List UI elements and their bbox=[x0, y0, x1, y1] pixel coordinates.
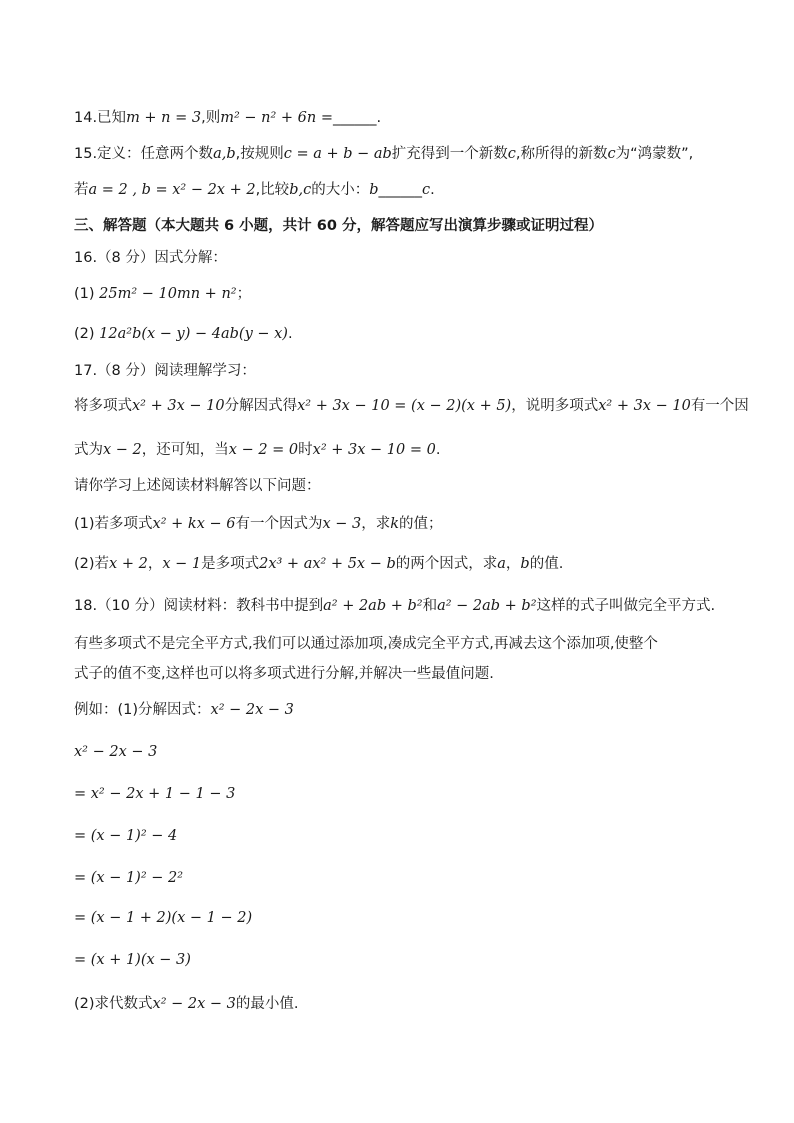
q15-text: 为“鸿蒙数”, bbox=[615, 146, 694, 162]
q18-text: (2)求代数式 bbox=[74, 996, 153, 1012]
q17-var-b: b bbox=[520, 556, 530, 572]
q17-condition: x − 2 = 0 bbox=[228, 442, 299, 458]
q17-text: (2)若 bbox=[74, 556, 110, 572]
q18-step: = (x − 1)² − 4 bbox=[74, 828, 178, 844]
q18-step: = (x + 1)(x − 3) bbox=[74, 952, 191, 968]
question-16-part-1 bbox=[74, 284, 251, 304]
q17-text: 时 bbox=[298, 442, 313, 458]
q18-text: 例如：(1)分解因式： bbox=[74, 702, 211, 718]
question-18-line-2: 有些多项式不是完全平方式,我们可以通过添加项,凑成完全平方式,再减去这个添加项,使整个 bbox=[74, 636, 658, 652]
q15-text: 扩充得到一个新数 bbox=[391, 146, 508, 162]
q17-p1-poly: x² + kx − 6 bbox=[152, 516, 236, 532]
q15-var-c: c bbox=[422, 182, 431, 198]
q14-prefix: 14.已知 bbox=[74, 110, 127, 126]
q17-var-k: k bbox=[390, 516, 400, 532]
q18-text: 这样的式子叫做完全平方式. bbox=[536, 598, 716, 614]
q17-text: 有一个因 bbox=[690, 398, 749, 414]
q17-text: ， bbox=[147, 556, 163, 572]
q18-expression-2: a² − 2ab + b² bbox=[437, 598, 537, 614]
q15-var-c: c bbox=[607, 146, 616, 162]
q18-text: 和 bbox=[422, 598, 438, 614]
q17-text: 将多项式 bbox=[74, 398, 132, 414]
q18-step: = (x − 1 + 2)(x − 1 − 2) bbox=[74, 910, 253, 926]
q18-p2-expression: x² − 2x − 3 bbox=[152, 996, 236, 1012]
q17-text: (1)若多项式 bbox=[74, 516, 153, 532]
question-17-line-2 bbox=[74, 440, 440, 460]
question-15-line-2 bbox=[74, 180, 435, 200]
q17-value: x² + 3x − 10 = 0 bbox=[312, 442, 436, 458]
q14-answer-blank: ______. bbox=[333, 110, 382, 126]
q15-text: ,称所得的新数 bbox=[515, 146, 608, 162]
q17-factor: x − 2 bbox=[103, 442, 142, 458]
q17-text: 的两个因式，求 bbox=[395, 556, 498, 572]
q17-text: 式为 bbox=[74, 442, 103, 458]
q17-poly: x² + 3x − 10 bbox=[132, 398, 225, 414]
question-17-title: 17.（8 分）阅读理解学习： bbox=[74, 363, 256, 379]
q17-factorization: x² + 3x − 10 = (x − 2)(x + 5) bbox=[297, 398, 512, 414]
q14-then: ,则 bbox=[201, 110, 221, 126]
question-18-example bbox=[74, 700, 294, 720]
q15-text: 若 bbox=[74, 182, 89, 198]
q15-text: 的大小： bbox=[311, 182, 370, 198]
q17-text: 有一个因式为 bbox=[235, 516, 323, 532]
question-18-part-2 bbox=[74, 994, 299, 1014]
q18-step: = (x − 1)² − 2² bbox=[74, 870, 184, 886]
q18-text: 的最小值. bbox=[235, 996, 299, 1012]
q15-var-b: b bbox=[369, 182, 379, 198]
q16-p1-expression: 25m² − 10mn + n² bbox=[99, 286, 237, 302]
q14-condition: m + n = 3 bbox=[126, 110, 202, 126]
q15-text: . bbox=[430, 182, 435, 198]
question-16-part-2 bbox=[74, 324, 293, 344]
section-3-heading: 三、解答题（本大题共 6 小题，共计 60 分，解答题应写出演算步骤或证明过程） bbox=[74, 218, 603, 234]
q15-rule: c = a + b − ab bbox=[283, 146, 392, 162]
q15-vars: a,b bbox=[213, 146, 236, 162]
q17-text: ，说明多项式 bbox=[511, 398, 599, 414]
q17-p2-factor-1: x + 2 bbox=[109, 556, 148, 572]
q15-text: 15.定义：任意两个数 bbox=[74, 146, 214, 162]
q15-given: a = 2 , b = x² − 2x + 2 bbox=[88, 182, 256, 198]
q17-text: ，求 bbox=[361, 516, 391, 532]
exam-page bbox=[74, 0, 749, 1123]
question-17-part-1 bbox=[74, 514, 443, 534]
punctuation: . bbox=[435, 442, 441, 458]
q17-p2-poly: 2x³ + ax² + 5x − b bbox=[259, 556, 396, 572]
q15-text: ,比较 bbox=[255, 182, 290, 198]
question-17-part-2 bbox=[74, 554, 563, 574]
q15-var-c: c bbox=[507, 146, 516, 162]
q17-p1-factor: x − 3 bbox=[322, 516, 362, 532]
q17-poly: x² + 3x − 10 bbox=[598, 398, 691, 414]
q18-example-expression: x² − 2x − 3 bbox=[210, 702, 294, 718]
question-15-line-1 bbox=[74, 144, 693, 164]
q16-p2-expression: 12a²b(x − y) − 4ab(y − x) bbox=[99, 326, 288, 342]
punctuation: . bbox=[287, 326, 293, 342]
q15-answer-blank: ______ bbox=[378, 182, 422, 198]
question-16-title: 16.（8 分）因式分解： bbox=[74, 250, 227, 266]
question-17-intro: 请你学习上述阅读材料解答以下问题： bbox=[74, 478, 321, 494]
q17-text: ，还可知，当 bbox=[141, 442, 229, 458]
q17-text: ， bbox=[505, 556, 521, 572]
question-18-line-1 bbox=[74, 596, 715, 616]
q15-text: ,按规则 bbox=[235, 146, 284, 162]
part-label: (2) bbox=[74, 326, 95, 342]
question-18-line-3: 式子的值不变,这样也可以将多项式进行分解,并解决一些最值问题. bbox=[74, 666, 494, 682]
punctuation: ； bbox=[236, 286, 252, 302]
q17-text: 的值； bbox=[399, 516, 443, 532]
question-17-line-1 bbox=[74, 396, 749, 416]
question-14 bbox=[74, 108, 381, 128]
q17-p2-factor-2: x − 1 bbox=[162, 556, 202, 572]
q18-expression-1: a² + 2ab + b² bbox=[323, 598, 423, 614]
q14-expression: m² − n² + 6n = bbox=[220, 110, 334, 126]
q18-step: x² − 2x − 3 bbox=[74, 744, 158, 760]
q17-text: 分解因式得 bbox=[224, 398, 298, 414]
q17-var-a: a bbox=[497, 556, 506, 572]
q15-vars: b,c bbox=[289, 182, 312, 198]
part-label: (1) bbox=[74, 286, 95, 302]
q17-text: 的值. bbox=[529, 556, 564, 572]
q17-text: 是多项式 bbox=[201, 556, 260, 572]
q18-text: 18.（10 分）阅读材料：教科书中提到 bbox=[74, 598, 324, 614]
q18-step: = x² − 2x + 1 − 1 − 3 bbox=[74, 786, 236, 802]
